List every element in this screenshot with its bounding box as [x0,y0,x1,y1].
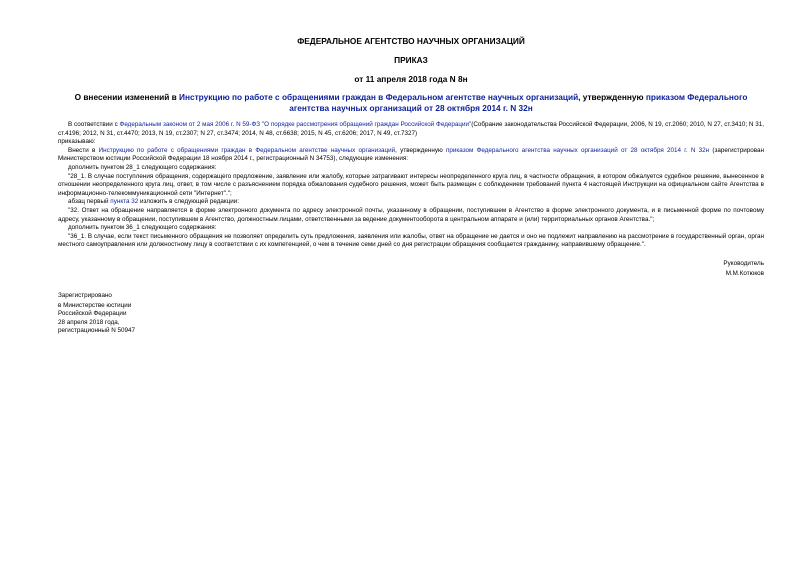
agency-name: ФЕДЕРАЛЬНОЕ АГЕНТСТВО НАУЧНЫХ ОРГАНИЗАЦИЙ [297,36,525,46]
order-32n-link-2[interactable]: приказом Федерального агентства научных организаций от 28 октября 2014 г. N 32н [445,146,710,154]
registration-block [58,292,764,336]
doc-title [58,92,764,113]
federal-law-link[interactable]: Федеральным законом от 2 мая 2006 г. N 59-ФЗ "О порядке рассмотрения обращений граждан Российской Федерации" [119,121,472,128]
order-32n-link[interactable]: приказом Федерального агентства научных организаций от 28 октября 2014 г. N 32н [289,92,748,113]
preamble-pre: В соответствии с [68,121,120,128]
preamble-paragraph [58,121,764,138]
registration-line-5: регистрационный N 50947 [58,327,136,335]
preamble-post: (Собрание законодательства Российской Федерации, 2006, N 19, ст.2060; 2010, N 27, ст.3410; N 31, ст.4196; 2012, N 31, ст.4470; 2013, N 19, ст.2307; N 27, ст.3474; 2014, N 48, ст.6638; 2015, N 45, ст.6206; 2017, N 49, ст.7327) [58,121,765,137]
order-word: приказываю: [58,138,96,146]
item-28-1-text: "28_1. В случае поступления обращения, содержащего предложение, заявление или жалобу, которые затрагивают интересы неопределенного круга лиц, в частности обращения, в котором обжалуется судебное решение, вынесенное в отношении неопределенного круга лиц, ответ, в том числе с разъяснением порядка обжалования судебного решения, может быть размещен с соблюдением требований пункта 4 настоящей Инструкции на официальном сайте Агентства в информационно-телекоммуникационной сети "Интернет"."; [58,172,764,197]
changes-pre: Внести в [68,146,99,154]
item-32-text: "32. Ответ на обращение направляется в форме электронного документа по адресу электронной почты, указанному в обращении, поступившем в Агентство в форме электронного документа, и в письменной форме по почтовому адресу, указанному в обращении, поступившем в Агентство, должностным лицами, ответственными за ведение документооборота в центральном аппарате и (или) территориальных органов Агентства."; [58,206,764,223]
registration-line-1: Зарегистрировано [58,292,112,300]
instruction-link[interactable]: Инструкцию по работе с обращениями граждан в Федеральном агентстве научных организаций [179,92,579,102]
item-32-link[interactable]: пункта 32 [110,198,139,206]
title-pre: О внесении изменений в [74,92,180,102]
add-36-1-paragraph: дополнить пунктом 36_1 следующего содержания: [68,224,217,232]
item-32-post: изложить в следующей редакции: [138,198,240,206]
changes-mid: , утвержденную [395,146,446,154]
doc-body [58,121,764,250]
signer-role: Руководитель [723,259,764,267]
doc-date-number: от 11 апреля 2018 года N 8н [354,74,468,84]
registration-line-2: в Министерстве юстиции [58,301,132,309]
item-36-1-text: "36_1. В случае, если текст письменного обращения не позволяет определить суть предложения, заявления или жалобы, ответ на обращение не дается и оно не подлежит направлению на рассмотрение в государственный орган, орган местного самоуправления или должностному лицу в соответствии с их компетенцией, о чем в течение семи дней со дня регистрации обращения сообщается гражданину, направившему обращение.". [58,232,764,249]
signature-block [58,260,764,278]
registration-line-3: Российской Федерации [58,310,127,318]
changes-post: (зарегистрирован Министерством юстиции Российской Федерации 18 ноября 2014 г., регистрационный N 34753), следующие изменения: [58,146,764,163]
title-mid: , утвержденную [578,92,646,102]
add-28-1-paragraph: дополнить пунктом 28_1 следующего содержания: [68,163,217,171]
doc-type: ПРИКАЗ [394,55,428,65]
registration-line-4: 28 апреля 2018 года, [58,318,120,326]
changes-paragraph [58,147,764,164]
signer-name: М.М.Котюков [725,269,764,277]
item-32-intro [58,198,764,207]
item-32-pre: абзац первый [68,198,111,206]
document-page [58,36,764,336]
instruction-link-2[interactable]: Инструкцию по работе с обращениями граждан в Федеральном агентстве научных организаций [98,146,396,154]
